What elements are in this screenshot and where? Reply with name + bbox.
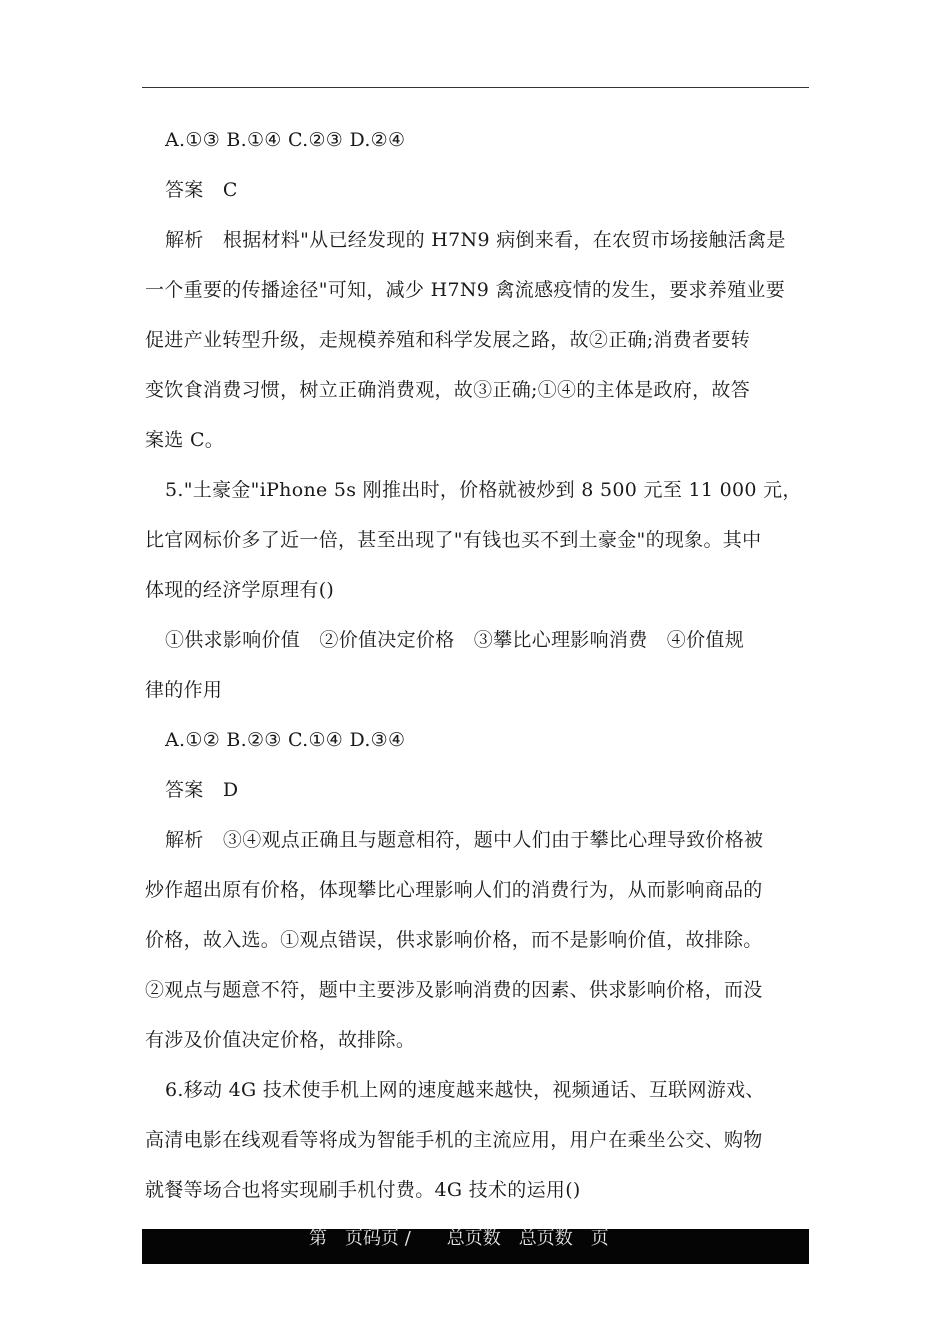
question-line: 5."土豪金"iPhone 5s 刚推出时，价格就被炒到 8 500 元至 11 000 元， bbox=[165, 479, 802, 501]
text-line: 炒作超出原有价格，体现攀比心理影响人们的消费行为，从而影响商品的 bbox=[145, 879, 763, 901]
text-line: 解析 ③④观点正确且与题意相符，题中人们由于攀比心理导致价格被 bbox=[165, 829, 764, 851]
options-line: ①供求影响价值 ②价值决定价格 ③攀比心理影响消费 ④价值规 bbox=[165, 629, 745, 651]
header-rule bbox=[142, 87, 809, 88]
answer-line: 答案 D bbox=[165, 779, 239, 801]
page-number-footer: 第 页码页 / 总页数 总页数 页 bbox=[309, 1228, 609, 1249]
text-line: 律的作用 bbox=[145, 679, 223, 701]
text-line: 价格，故入选。①观点错误，供求影响价格，而不是影响价值，故排除。 bbox=[145, 929, 763, 951]
text-line: 案选 C。 bbox=[145, 429, 225, 451]
answer-line: 答案 C bbox=[165, 179, 238, 201]
text-line: A.①③ B.①④ C.②③ D.②④ bbox=[165, 129, 406, 151]
text-line: 解析 根据材料"从已经发现的 H7N9 病倒来看，在农贸市场接触活禽是 bbox=[165, 229, 786, 251]
text-line: 体现的经济学原理有() bbox=[145, 579, 335, 601]
text-line: 变饮食消费习惯，树立正确消费观，故③正确;①④的主体是政府，故答 bbox=[145, 379, 751, 401]
question-line: 6.移动 4G 技术使手机上网的速度越来越快，视频通话、互联网游戏、 bbox=[165, 1079, 765, 1101]
text-line: 比官网标价多了近一倍，甚至出现了"有钱也买不到土豪金"的现象。其中 bbox=[145, 529, 762, 551]
text-line: ②观点与题意不符，题中主要涉及影响消费的因素、供求影响价格，而没 bbox=[145, 979, 763, 1001]
text-line: 促进产业转型升级，走规模养殖和科学发展之路，故②正确;消费者要转 bbox=[145, 329, 751, 351]
text-line: 有涉及价值决定价格，故排除。 bbox=[145, 1029, 416, 1051]
text-line: 高清电影在线观看等将成为智能手机的主流应用，用户在乘坐公交、购物 bbox=[145, 1129, 763, 1151]
choices-line: A.①② B.②③ C.①④ D.③④ bbox=[165, 729, 406, 751]
text-line: 就餐等场合也将实现刷手机付费。4G 技术的运用() bbox=[145, 1179, 581, 1201]
document-body bbox=[145, 115, 809, 1215]
text-line: 一个重要的传播途径"可知，减少 H7N9 禽流感疫情的发生，要求养殖业要 bbox=[145, 279, 785, 301]
